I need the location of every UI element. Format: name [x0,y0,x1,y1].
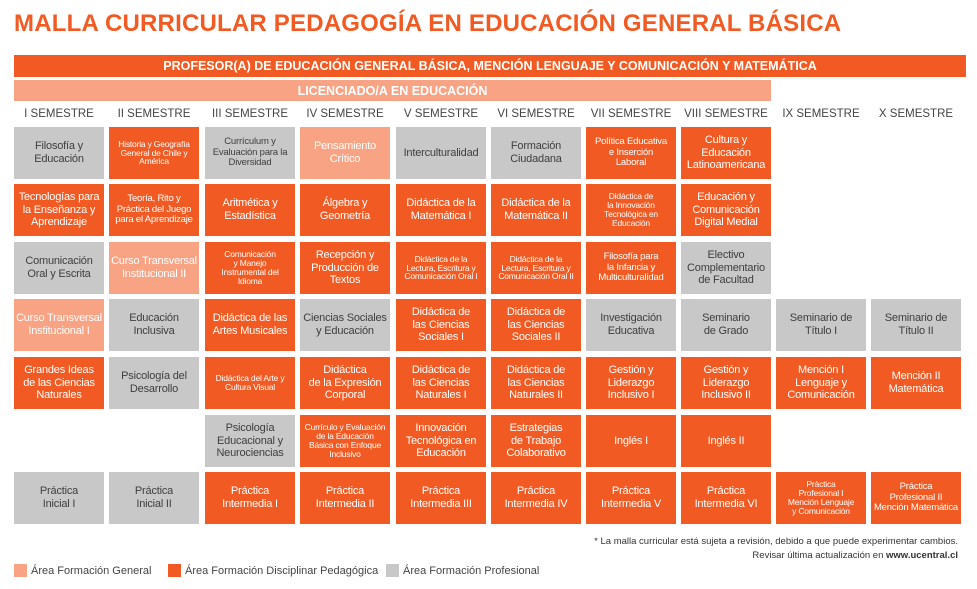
course-cell: Práctica Inicial II [109,472,199,524]
course-cell: Comunicación y Manejo Instrumental del Idioma [205,242,295,294]
course-cell: Didáctica de las Ciencias Naturales I [396,357,486,409]
course-cell: Didáctica de la Lectura, Escritura y Comunicación Oral I [396,242,486,294]
update-note-text: Revisar última actualización en [752,550,887,561]
course-cell: Práctica Profesional I Mención Lenguaje y Comunicación [776,472,866,524]
course-cell: Inglés I [586,415,676,467]
page-title: MALLA CURRICULAR PEDAGOGÍA EN EDUCACIÓN GENERAL BÁSICA [14,10,842,37]
course-cell: Ciencias Sociales y Educación [300,299,390,351]
semester-header: VI SEMESTRE [497,108,575,120]
course-cell: Investigación Educativa [586,299,676,351]
course-cell: Teoría, Rito y Práctica del Juego para el Aprendizaje [109,184,199,236]
course-cell: Gestión y Liderazgo Inclusivo I [586,357,676,409]
course-cell: Filosofía para la Infancia y Multiculturalidad [586,242,676,294]
legend-swatch [386,564,399,577]
course-cell: Inglés II [681,415,771,467]
course-cell: Práctica Intermedia IV [491,472,581,524]
course-cell: Educación y Comunicación Digital Medial [681,184,771,236]
course-cell: Currículum y Evaluación para la Diversidad [205,127,295,179]
course-cell: Didáctica de las Artes Musicales [205,299,295,351]
legend-label: Área Formación General [31,564,152,577]
course-cell: Gestión y Liderazgo Inclusivo II [681,357,771,409]
course-cell: Didáctica de la Innovación Tecnológica en Educación [586,184,676,236]
semester-header: I SEMESTRE [24,108,94,120]
course-cell: Seminario de Grado [681,299,771,351]
course-cell: Formación Ciudadana [491,127,581,179]
legend-item [168,564,378,577]
course-cell: Aritmética y Estadística [205,184,295,236]
semester-header: III SEMESTRE [211,108,289,120]
course-cell: Filosofía y Educación [14,127,104,179]
legend-item [14,564,151,577]
course-cell: Innovación Tecnológica en Educación [396,415,486,467]
course-cell: Educación Inclusiva [109,299,199,351]
semester-header: VIII SEMESTRE [684,108,768,120]
degree-band: LICENCIADO/A EN EDUCACIÓN [14,80,771,101]
semester-header: V SEMESTRE [403,108,479,120]
semester-header: X SEMESTRE [878,108,954,120]
update-note [752,550,958,561]
course-cell: Didáctica de la Expresión Corporal [300,357,390,409]
legend-item [386,564,539,577]
course-cell: Currículo y Evaluación de la Educación Básica con Enfoque Inclusivo [300,415,390,467]
course-cell: Recepción y Producción de Textos [300,242,390,294]
course-cell: Política Educativa e Inserción Laboral [586,127,676,179]
course-cell: Comunicación Oral y Escrita [14,242,104,294]
legend-swatch [14,564,27,577]
course-cell: Práctica Intermedia I [205,472,295,524]
course-cell: Pensamiento Crítico [300,127,390,179]
course-cell: Grandes Ideas de las Ciencias Naturales [14,357,104,409]
course-cell: Seminario de Título I [776,299,866,351]
course-cell: Práctica Profesional II Mención Matemática [871,472,961,524]
course-cell: Tecnologías para la Enseñanza y Aprendizaje [14,184,104,236]
course-cell: Álgebra y Geometría [300,184,390,236]
course-cell: Didáctica de la Lectura, Escritura y Comunicación Oral II [491,242,581,294]
course-cell: Electivo Complementario de Facultad [681,242,771,294]
semester-header: II SEMESTRE [117,108,191,120]
website-link[interactable]: www.ucentral.cl [886,550,958,561]
course-cell: Didáctica del Arte y Cultura Visual [205,357,295,409]
legend-swatch [168,564,181,577]
course-cell: Interculturalidad [396,127,486,179]
course-cell: Práctica Inicial I [14,472,104,524]
course-cell: Didáctica de la Matemática I [396,184,486,236]
course-cell: Mención I Lenguaje y Comunicación [776,357,866,409]
course-cell: Didáctica de las Ciencias Sociales II [491,299,581,351]
revision-note: * La malla curricular está sujeta a revisión, debido a que puede experimentar cambios. [594,536,958,547]
course-cell: Práctica Intermedia III [396,472,486,524]
course-cell: Curso Transversal Institucional I [14,299,104,351]
semester-header: VII SEMESTRE [590,108,672,120]
course-cell: Didáctica de las Ciencias Naturales II [491,357,581,409]
course-cell: Cultura y Educación Latinoamericana [681,127,771,179]
course-cell: Seminario de Título II [871,299,961,351]
course-cell: Estrategias de Trabajo Colaborativo [491,415,581,467]
course-cell: Práctica Intermedia II [300,472,390,524]
semester-header: IX SEMESTRE [782,108,860,120]
course-cell: Psicología Educacional y Neurociencias [205,415,295,467]
course-cell: Curso Transversal Institucional II [109,242,199,294]
legend-label: Área Formación Disciplinar Pedagógica [185,564,379,577]
course-cell: Didáctica de las Ciencias Sociales I [396,299,486,351]
course-cell: Psicología del Desarrollo [109,357,199,409]
course-cell: Mención II Matemática [871,357,961,409]
course-cell: Práctica Intermedia VI [681,472,771,524]
semester-header: IV SEMESTRE [306,108,384,120]
course-cell: Didáctica de la Matemática II [491,184,581,236]
legend-label: Área Formación Profesional [403,564,540,577]
program-band: PROFESOR(A) DE EDUCACIÓN GENERAL BÁSICA, MENCIÓN LENGUAJE Y COMUNICACIÓN Y MATEMÁTICA [14,55,966,77]
course-cell: Historia y Geografía General de Chile y América [109,127,199,179]
course-cell: Práctica Intermedia V [586,472,676,524]
